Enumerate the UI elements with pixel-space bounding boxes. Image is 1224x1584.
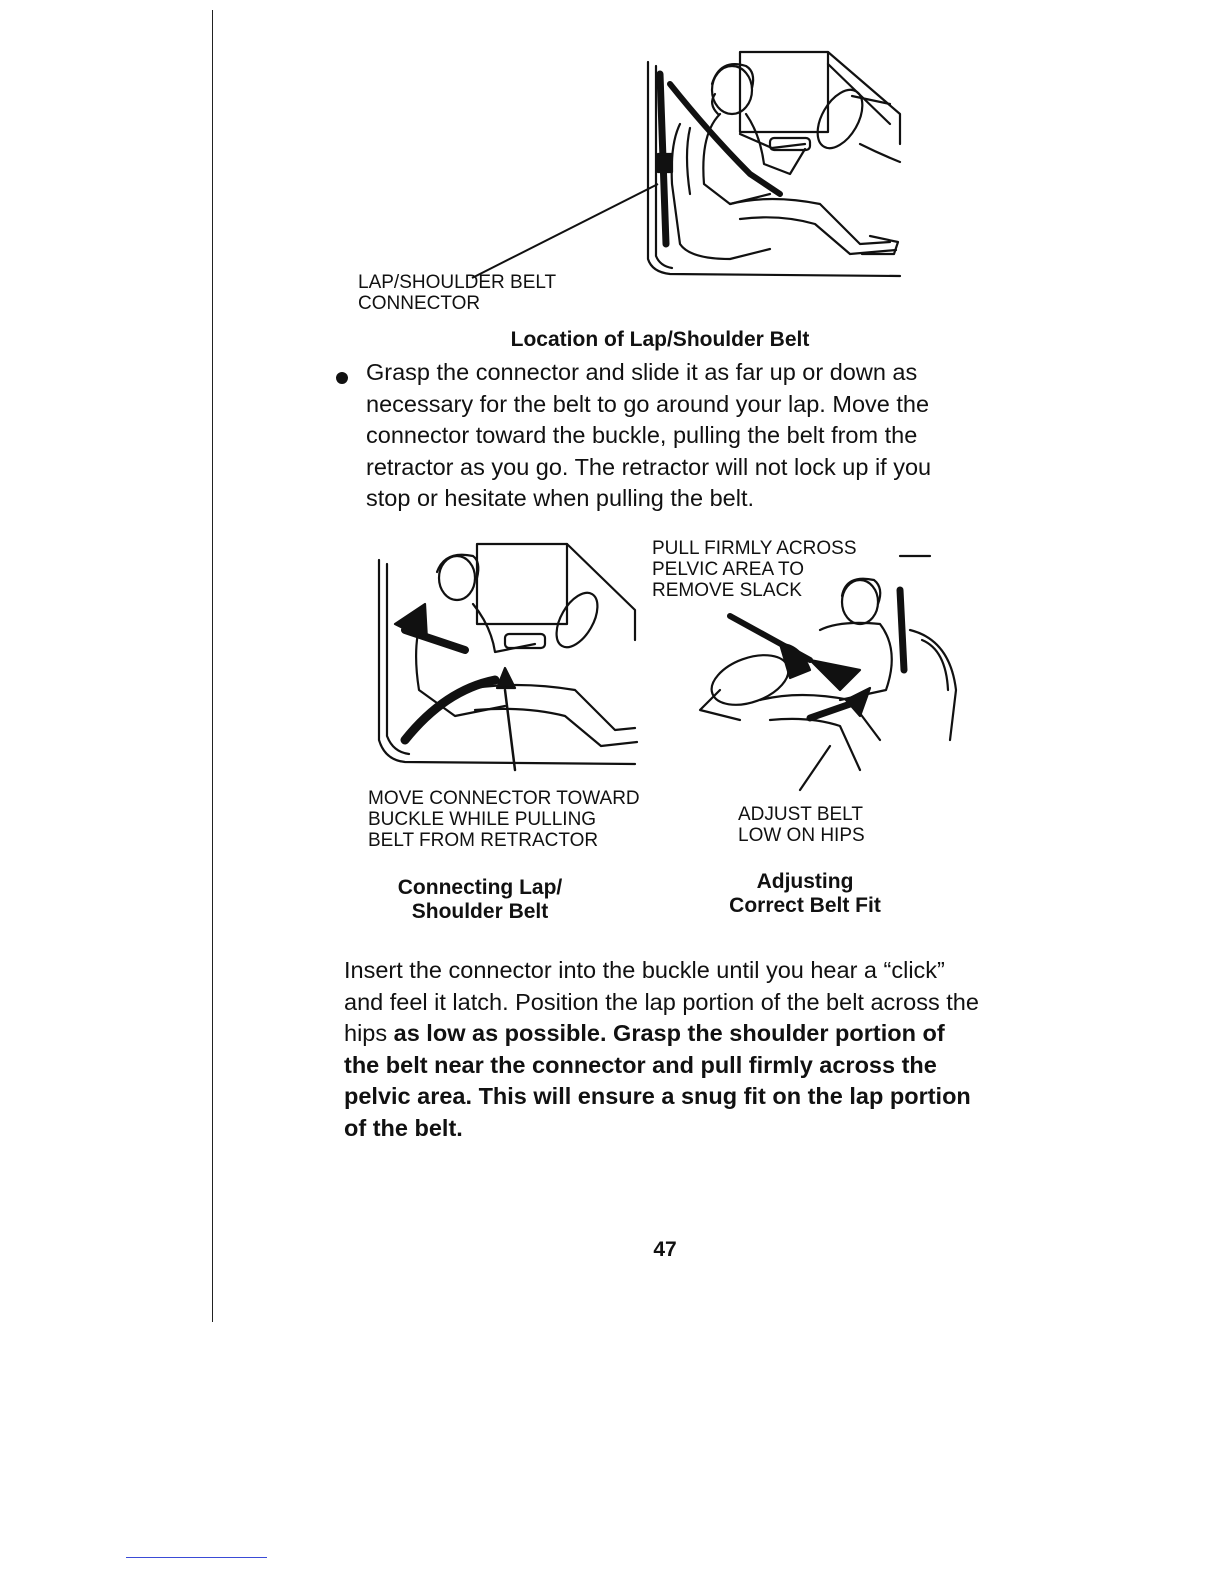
figure-caption-right xyxy=(700,870,910,918)
caption-line: Correct Belt Fit xyxy=(729,894,881,917)
adjust-belt-callout xyxy=(738,804,865,846)
caption-line: Shoulder Belt xyxy=(411,900,549,923)
connector-callout xyxy=(358,272,556,314)
pull-firmly-callout xyxy=(652,538,857,601)
callout-line: MOVE CONNECTOR TOWARD xyxy=(368,788,640,809)
instruction-text-bold: as low as possible. Grasp the shoulder portion of the belt near the connector and pull firmly across the pelvic area. This will ensure a snug fit on the lap portion of the belt. xyxy=(344,1020,971,1141)
bullet-dot xyxy=(336,372,348,384)
callout-line: CONNECTOR xyxy=(358,293,481,314)
callout-line: PELVIC AREA TO xyxy=(652,559,805,580)
callout-line: REMOVE SLACK xyxy=(652,580,802,601)
instruction-paragraph xyxy=(344,955,984,1144)
callout-line: LOW ON HIPS xyxy=(738,825,865,846)
connecting-belt-illustration xyxy=(365,540,655,780)
callout-line: ADJUST BELT xyxy=(738,804,863,825)
page-number: 47 xyxy=(653,1238,677,1261)
callout-line: LAP/SHOULDER BELT xyxy=(358,272,557,293)
connector-leader-line xyxy=(470,180,660,280)
figure-caption-left xyxy=(380,876,580,924)
footer-rule xyxy=(126,1557,267,1558)
caption-line: Adjusting xyxy=(756,870,854,893)
caption-line: Connecting Lap/ xyxy=(397,876,563,899)
callout-line: BELT FROM RETRACTOR xyxy=(368,830,599,851)
callout-line: BUCKLE WHILE PULLING xyxy=(368,809,597,830)
bullet-paragraph: Grasp the connector and slide it as far up or down as necessary for the belt to go around your lap. Move the connector toward the buckle, pulling the belt from the retractor as you go. The retractor will not lock up if you stop or hesitate when pulling the belt. xyxy=(366,359,932,511)
figure-caption-top: Location of Lap/Shoulder Belt xyxy=(510,328,810,351)
callout-line: PULL FIRMLY ACROSS xyxy=(652,538,857,559)
instruction-text-regular: Insert the connector into the buckle until you hear a “click” and feel it latch. Position the lap portion of the belt across the hips xyxy=(344,957,979,1046)
left-margin-line xyxy=(212,10,213,1322)
connector-toward-buckle-callout xyxy=(368,788,640,851)
